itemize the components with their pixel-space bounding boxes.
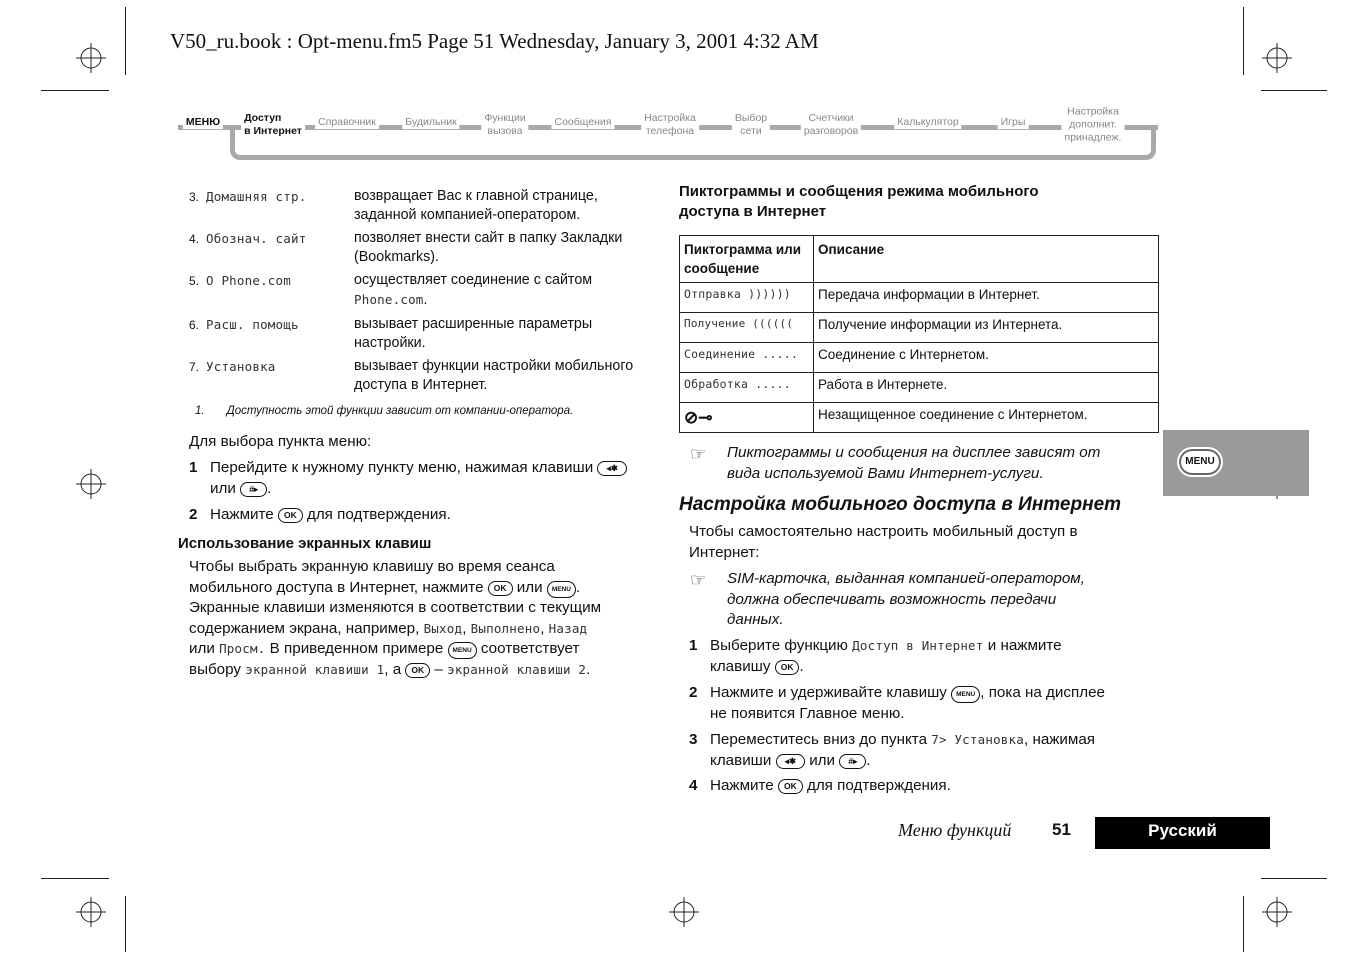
registration-mark-icon [1262,43,1292,73]
menu-path-active: Доступ в Интернет [241,112,305,138]
hash-key-icon: #▸ [240,482,267,497]
crop-line [41,878,109,879]
table-cell: Незащищенное соединение с Интернетом. [814,403,1159,433]
hash-key-icon: #▸ [839,754,866,769]
ok-key-icon: OK [778,779,803,794]
menu-path-item: Функции вызова [481,112,528,138]
menu-key-icon: MENU [951,686,980,703]
page-number: 51 [1052,820,1071,839]
table-cell: Соединение с Интернетом. [814,343,1159,373]
footer-section-name: Меню функций [898,820,1012,840]
menu-key-icon: MENU [1177,447,1223,477]
crop-line [1261,878,1327,879]
option-description: осуществляет соединение с сайтом Phone.com. [354,272,593,308]
section-heading: Использование экранных клавиш [178,535,432,552]
crop-line [125,896,126,952]
table-cell-icon: Обработка ..... [680,373,814,403]
language-tab: Русский [1095,817,1270,849]
table-row [680,343,1159,373]
page-header: V50_ru.book : Opt-menu.fm5 Page 51 Wednesday, January 3, 2001 4:32 AM [170,29,819,53]
select-intro: Для выбора пункта меню: [189,433,372,450]
menu-path-root: МЕНЮ [183,116,223,129]
ok-key-icon: OK [775,660,800,675]
crop-line [1261,90,1327,91]
unsecure-connection-icon: ⊘⊸ [680,403,814,433]
ok-key-icon: OK [278,508,303,523]
option-description: возвращает Вас к главной странице, заданной компанией-оператором. [354,188,598,223]
registration-mark-icon [76,43,106,73]
ok-key-icon: OK [488,581,513,596]
table-cell: Получение информации из Интернета. [814,313,1159,343]
menu-key-icon: MENU [547,581,576,598]
menu-key-icon: MENU [448,642,477,659]
icons-table [679,235,1159,433]
table-row [680,283,1159,313]
registration-mark-icon [669,897,699,927]
menu-path-item: Настройка телефона [641,112,699,138]
table-row [680,373,1159,403]
menu-path-item: Калькулятор [894,116,961,129]
menu-path-item: Счетчики разговоров [801,112,861,138]
option-name: Домашняя стр. [206,189,307,204]
menu-path-item: Настройка дополнит. принадлеж. [1062,105,1125,144]
section-title: Настройка мобильного доступа в Интернет [679,494,1122,515]
option-name: Установка [206,359,276,374]
table-cell-icon: Получение (((((( [680,313,814,343]
menu-path-item: Будильник [402,116,459,129]
icons-section-title: Пиктограммы и сообщения режима мобильного доступа в Интернет [679,183,1039,220]
crop-line [1243,7,1244,75]
table-header: Описание [814,236,1159,283]
note-hand-icon: ☞ [690,444,707,464]
star-key-icon: ◂✱ [776,754,805,769]
option-description: вызывает функции настройки мобильного доступа в Интернет. [354,358,634,393]
softkeys-paragraph: Чтобы выбрать экранную клавишу во время сеанса мобильного доступа в Интернет, нажмите OK или MENU . Экранные клавиши изменяются в соответствии с текущим содержанием экрана, например, Выход, Выполнено, Назад или Просм. В приведенном примере MENU соответствует выбору экранной клавиши 1, а OK – экранной клавиши 2. [189,558,602,678]
menu-path-item: Игры [998,116,1029,129]
option-name: Расш. помощь [206,317,299,332]
registration-mark-icon [76,897,106,927]
option-description: позволяет внести сайт в папку Закладки (Bookmarks). [354,230,623,265]
table-header-row [680,236,1159,283]
footnote: 1. Доступность этой функции зависит от компании-оператора. [195,405,574,417]
crop-line [41,90,109,91]
option-name: Обознач. сайт [206,231,307,246]
registration-mark-icon [76,469,106,499]
star-key-icon: ◂✱ [597,461,626,476]
table-header: Пиктограмма или сообщение [680,236,814,283]
table-row [680,313,1159,343]
crop-line [1243,896,1244,952]
note-hand-icon: ☞ [690,570,707,590]
ok-key-icon: OK [405,663,430,678]
table-cell: Передача информации в Интернет. [814,283,1159,313]
registration-mark-icon [1262,897,1292,927]
table-row [680,403,1159,433]
menu-path-item: Справочник [315,116,379,129]
table-cell-icon: Отправка )))))) [680,283,814,313]
menu-path-item: Выбор сети [732,112,770,138]
option-description: вызывает расширенные параметры настройки. [354,316,593,351]
option-name: О Phone.com [206,273,291,288]
table-cell-icon: Соединение ..... [680,343,814,373]
crop-line [125,7,126,75]
menu-path-item: Сообщения [552,116,615,129]
setup-intro: Чтобы самостоятельно настроить мобильный доступ в Интернет: [689,523,1078,561]
table-cell: Работа в Интернете. [814,373,1159,403]
